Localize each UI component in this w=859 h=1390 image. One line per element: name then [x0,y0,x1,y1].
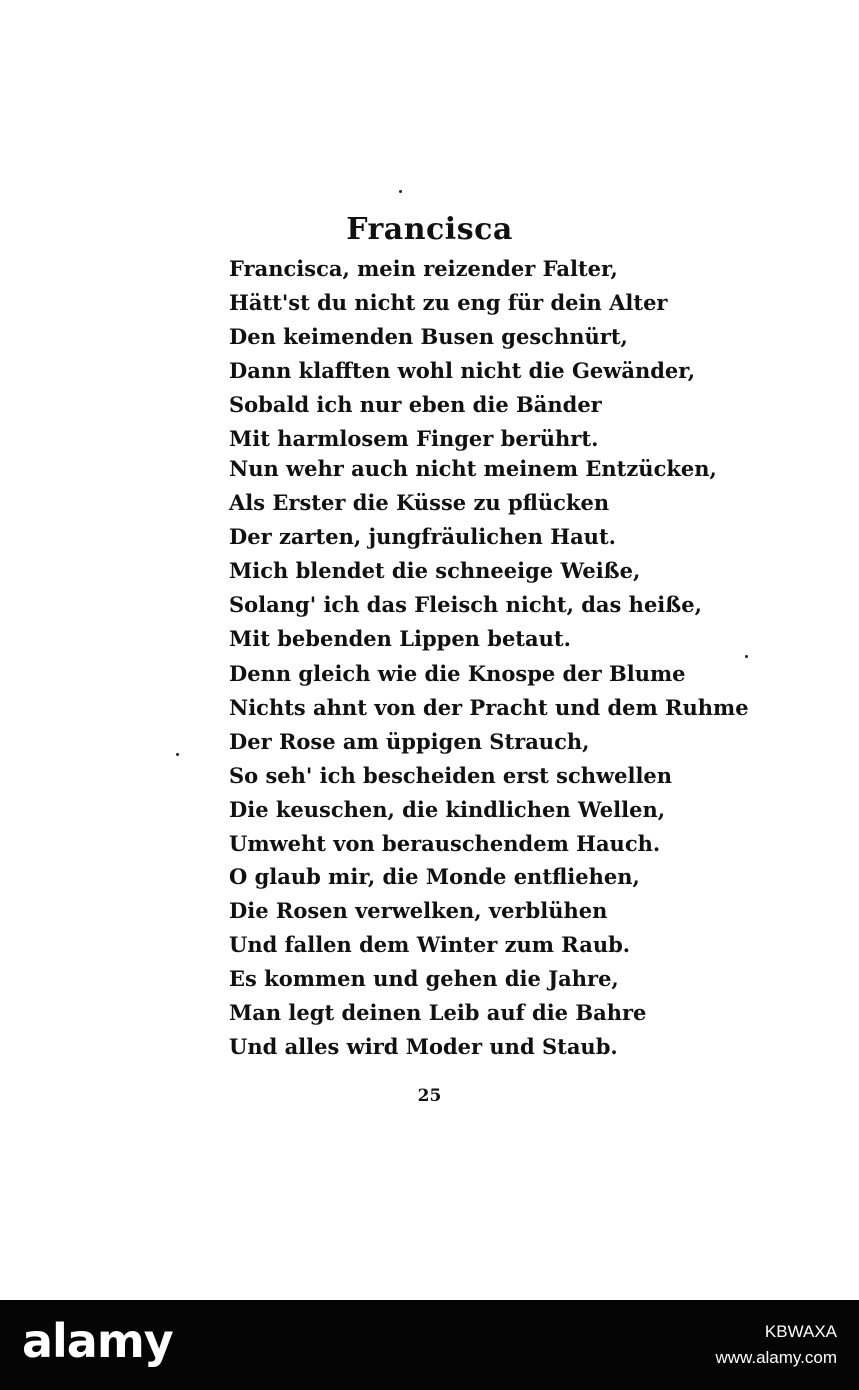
verse-line: Die keuschen, die kindlichen Wellen, [229,797,666,822]
verse-line: Hätt'st du nicht zu eng für dein Alter [229,290,668,315]
verse-line: So seh' ich bescheiden erst schwellen [229,763,673,788]
verse-line: Umweht von berauschendem Hauch. [229,831,661,856]
stanza-3 [229,657,749,861]
image-id: KBWAXA [764,1322,837,1341]
verse-line: Mich blendet die schneeige Weiße, [229,558,641,583]
verse-line: Und alles wird Moder und Staub. [229,1034,618,1059]
verse-line: Und fallen dem Winter zum Raub. [229,932,631,957]
stanza-4 [229,860,646,1064]
verse-line: Dann klafften wohl nicht die Gewänder, [229,358,696,383]
verse-line: Es kommen und gehen die Jahre, [229,966,619,991]
verse-line: Als Erster die Küsse zu pflücken [229,490,610,515]
verse-line: Mit harmlosem Finger berührt. [229,426,599,451]
stanza-1 [229,252,695,456]
verse-line: Man legt deinen Leib auf die Bahre [229,1000,647,1025]
verse-line: Der zarten, jungfräulichen Haut. [229,524,616,549]
verse-line: Der Rose am üppigen Strauch, [229,729,590,754]
verse-line: Francisca, mein reizender Falter, [229,256,618,281]
watermark-url: www.alamy.com [715,1348,837,1367]
verse-line: Den keimenden Busen geschnürt, [229,324,628,349]
stock-watermark-bar [0,1300,859,1390]
verse-line: Mit bebenden Lippen betaut. [229,626,571,651]
verse-line: Die Rosen verwelken, verblühen [229,898,608,923]
verse-line: Solang' ich das Fleisch nicht, das heiße, [229,592,702,617]
print-speck [399,190,402,193]
print-speck [176,753,179,756]
page-number: 25 [417,1086,442,1106]
poem-title: Francisca [346,212,513,247]
stanza-2 [229,452,717,656]
verse-line: Nichts ahnt von der Pracht und dem Ruhme [229,695,749,720]
verse-line: Denn gleich wie die Knospe der Blume [229,661,686,686]
verse-line: Sobald ich nur eben die Bänder [229,392,602,417]
alamy-logo: alamy [22,1314,173,1368]
verse-line: Nun wehr auch nicht meinem Entzücken, [229,456,717,481]
verse-line: O glaub mir, die Monde entfliehen, [229,864,640,889]
